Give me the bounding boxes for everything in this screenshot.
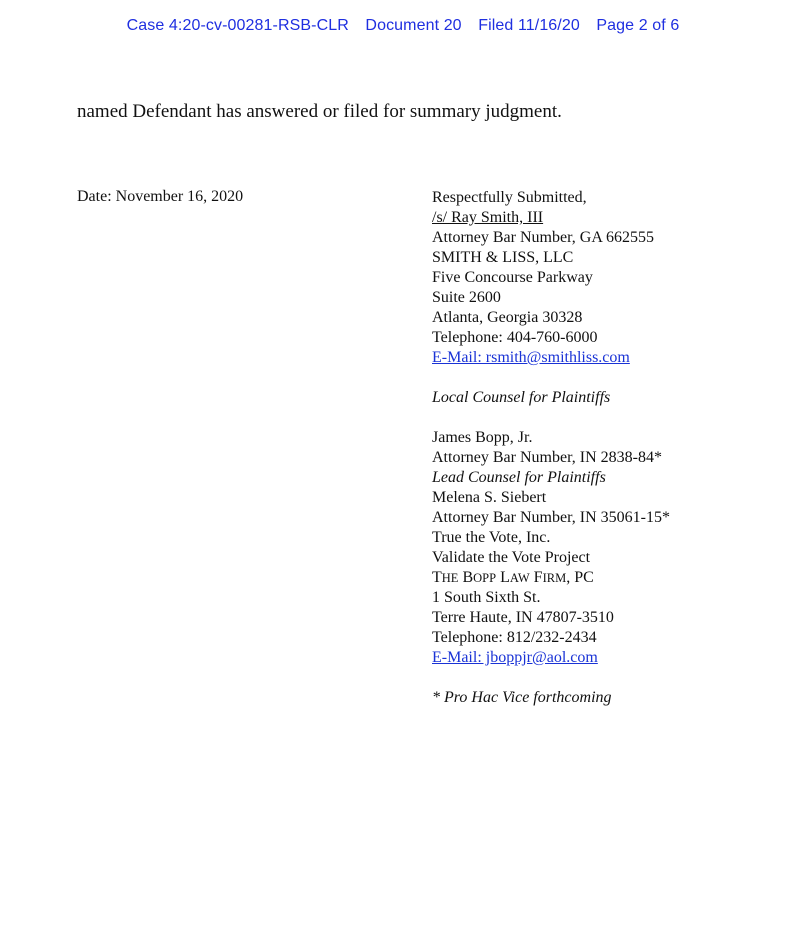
bopp-address: 1 South Sixth St.	[432, 589, 541, 606]
bopp-city: Terre Haute, IN 47807-3510	[432, 609, 614, 626]
page-number: Page 2 of 6	[596, 17, 680, 34]
address-line-1: Five Concourse Parkway	[432, 269, 593, 286]
address-line-2: Suite 2600	[432, 289, 501, 306]
bar-number-bopp: Attorney Bar Number, IN 2838-84*	[432, 449, 662, 466]
filed-date: Filed 11/16/20	[478, 17, 580, 34]
telephone-bopp: Telephone: 812/232-2434	[432, 629, 597, 646]
firm-name-smith-liss: SMITH & LISS, LLC	[432, 249, 574, 266]
firm-the-initial: T	[432, 569, 442, 586]
bopp-firm-name	[432, 568, 792, 588]
city-line: Atlanta, Georgia 30328	[432, 309, 583, 326]
page-header	[0, 17, 806, 35]
firm-the-rest: HE	[441, 571, 459, 585]
bar-number-smith: Attorney Bar Number, GA 662555	[432, 229, 654, 246]
signature-block	[432, 188, 792, 708]
bopp-name: James Bopp, Jr.	[432, 429, 533, 446]
local-counsel-label: Local Counsel for Plaintiffs	[432, 389, 611, 406]
telephone-smith: Telephone: 404-760-6000	[432, 329, 598, 346]
firm-firm-initial: F	[529, 569, 543, 586]
email-link-bopp[interactable]: E-Mail: jboppjr@aol.com	[432, 649, 598, 666]
firm-bopp-rest: OPP	[473, 571, 497, 585]
org-validate-the-vote: Validate the Vote Project	[432, 549, 591, 566]
date-line: Date: November 16, 2020	[77, 188, 244, 205]
case-number: Case 4:20-cv-00281-RSB-CLR	[126, 17, 349, 34]
firm-law-initial: L	[496, 569, 510, 586]
respectfully-submitted: Respectfully Submitted,	[432, 189, 587, 206]
firm-law-rest: AW	[509, 571, 530, 585]
lead-counsel-label: Lead Counsel for Plaintiffs	[432, 469, 606, 486]
email-link-smith[interactable]: E-Mail: rsmith@smithliss.com	[432, 349, 630, 366]
pro-hac-vice-note: * Pro Hac Vice forthcoming	[432, 689, 612, 706]
firm-firm-rest: IRM	[542, 571, 567, 585]
document-number: Document 20	[365, 17, 462, 34]
bar-number-siebert: Attorney Bar Number, IN 35061-15*	[432, 509, 670, 526]
firm-pc: , PC	[566, 569, 594, 586]
electronic-signature: /s/ Ray Smith, III	[432, 209, 544, 226]
siebert-name: Melena S. Siebert	[432, 489, 547, 506]
org-true-the-vote: True the Vote, Inc.	[432, 529, 551, 546]
firm-bopp-initial: B	[458, 569, 474, 586]
body-text: named Defendant has answered or filed for summary judgment.	[77, 101, 562, 122]
